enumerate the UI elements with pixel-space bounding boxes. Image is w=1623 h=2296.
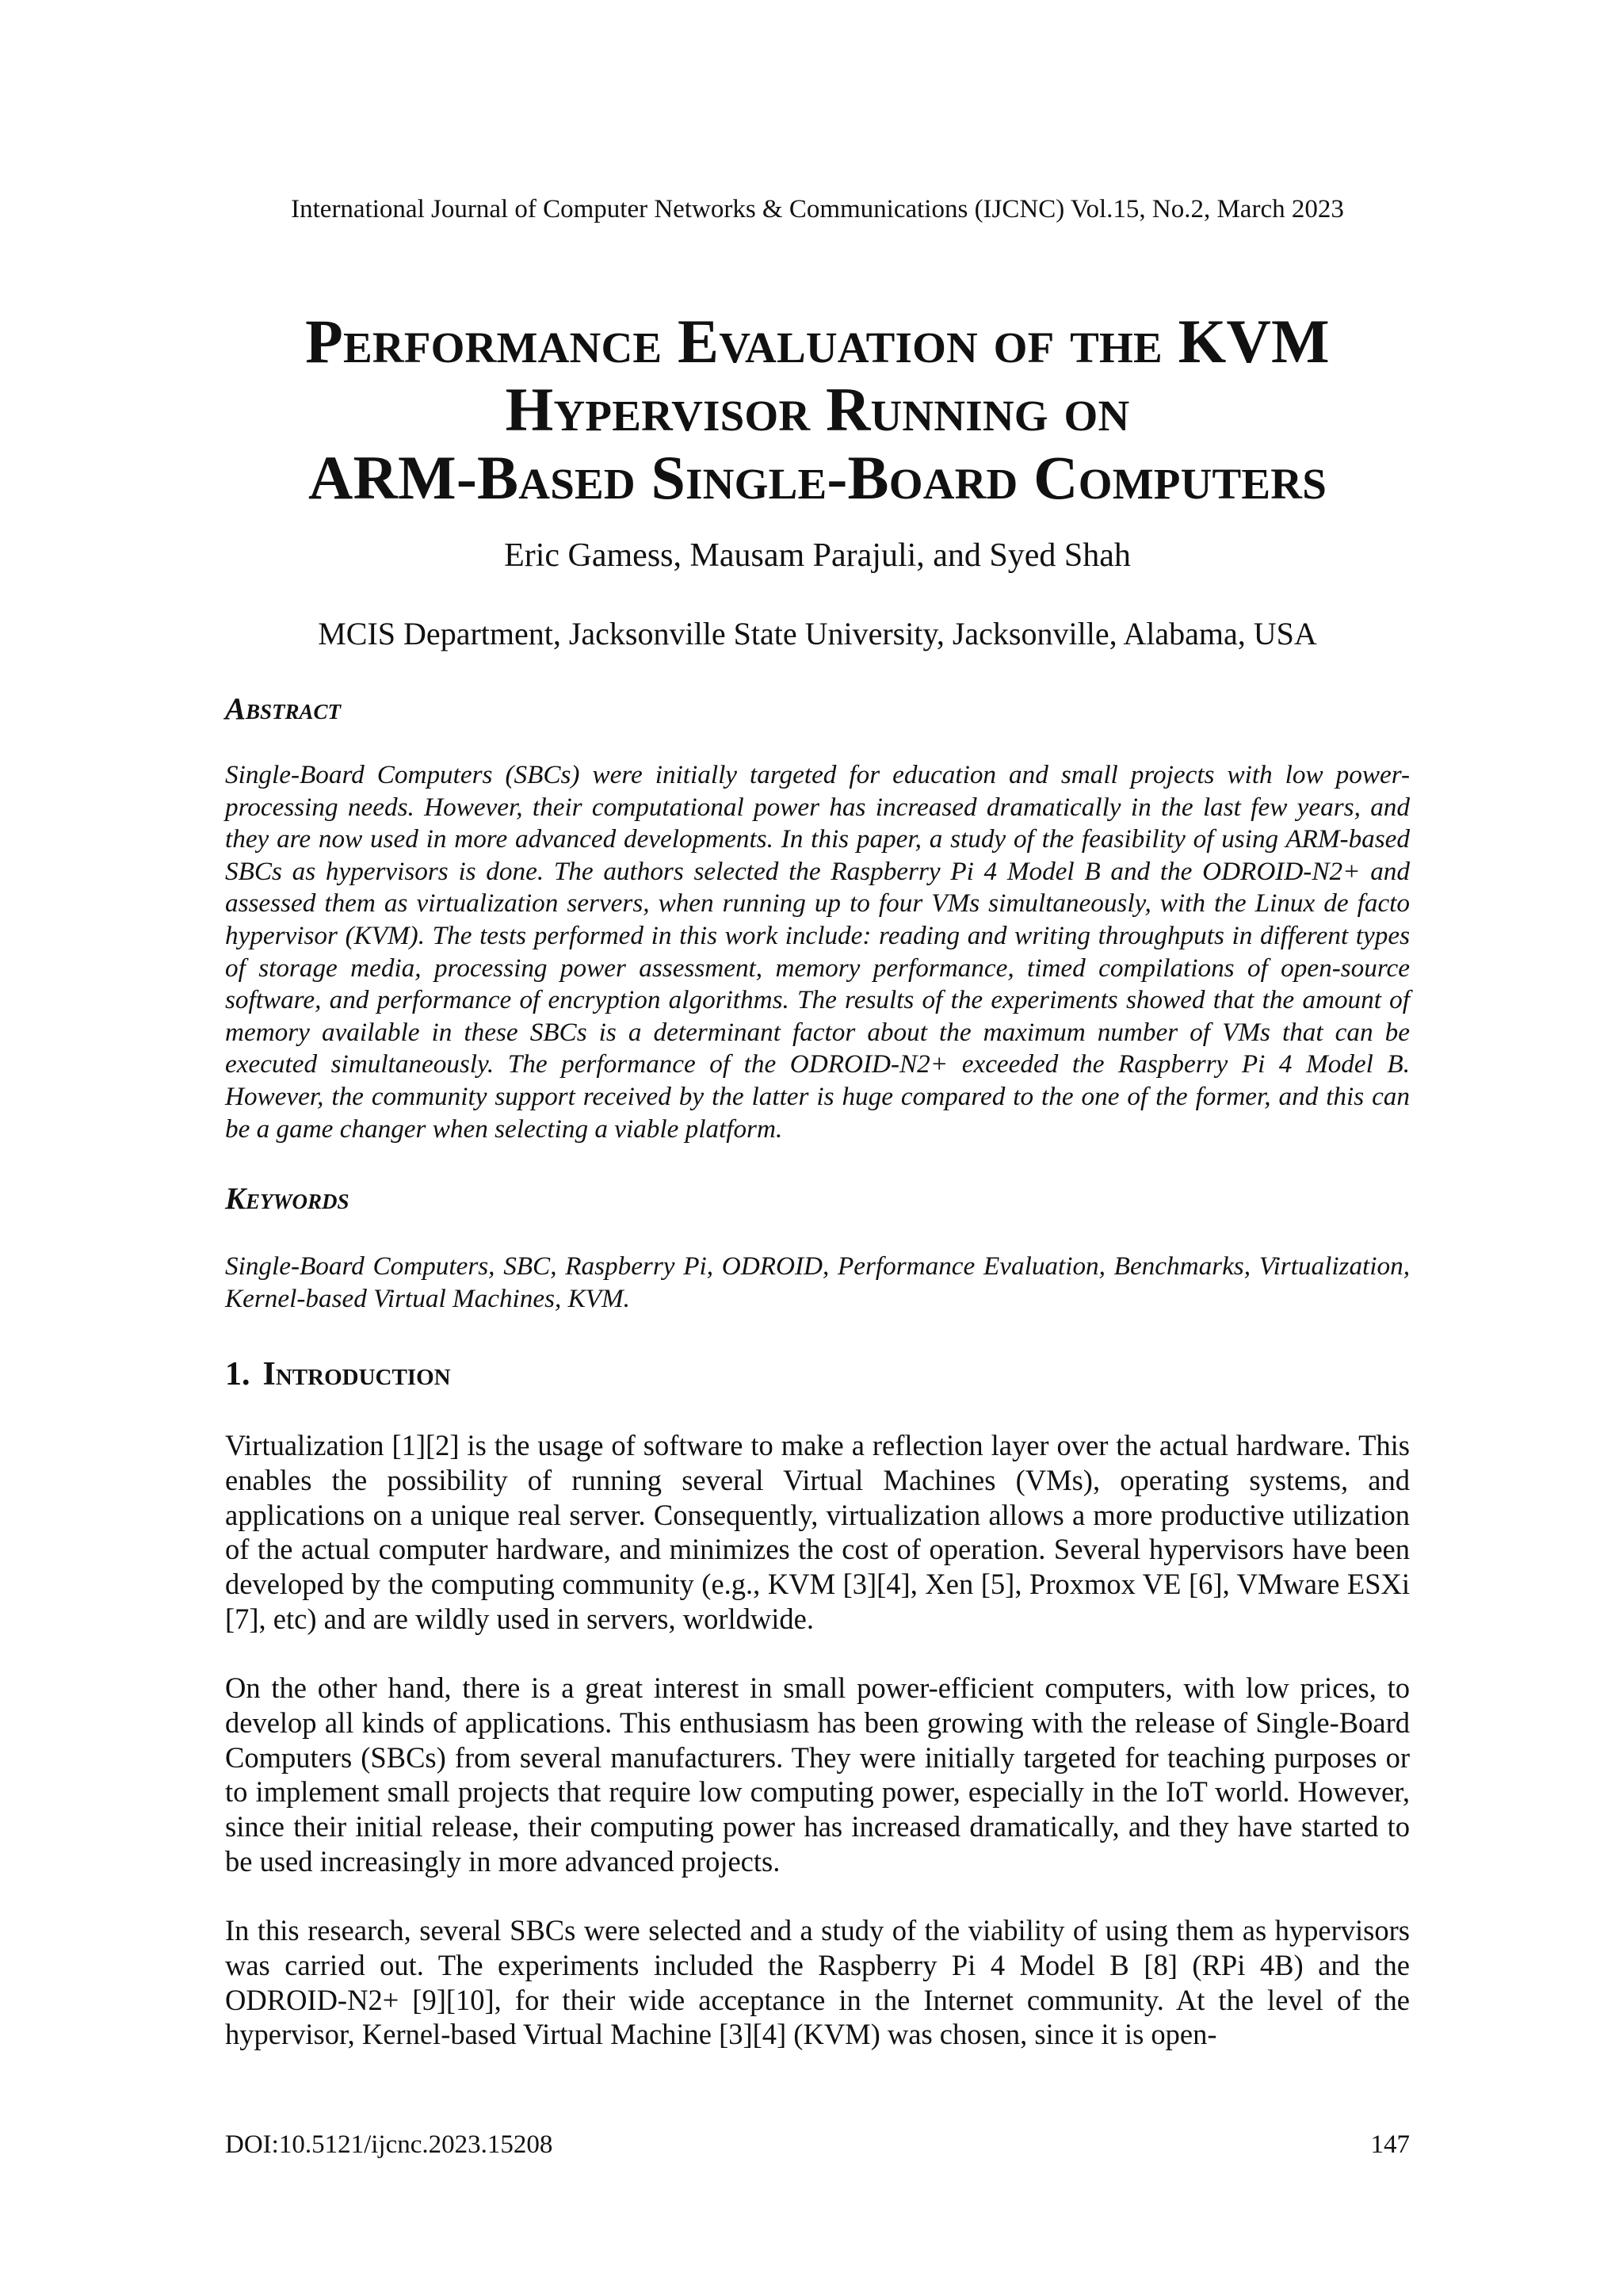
paper-title-line-3: ARM-Based Single-Board Computers (308, 443, 1327, 512)
paper-page (225, 0, 1410, 2296)
author-list: Eric Gamess, Mausam Parajuli, and Syed Shah (504, 537, 1131, 574)
doi-footer: DOI:10.5121/ijcnc.2023.15208 (225, 2130, 553, 2159)
paper-title (225, 308, 1410, 512)
journal-header: International Journal of Computer Networks & Communications (IJCNC) Vol.15, No.2, March 2023 (291, 195, 1344, 223)
page-number: 147 (1370, 2130, 1410, 2159)
introduction-paragraph-1: Virtualization [1][2] is the usage of software to make a reflection layer over the actual hardware. This enables the possibility of running several Virtual Machines (VMs), operating systems, and applications on a unique real server. Consequently, virtualization allows a more productive utilization of the actual computer hardware, and minimizes the cost of operation. Several hypervisors have been developed by the computing community (e.g., KVM [3][4], Xen [5], Proxmox VE [6], VMware ESXi [7], etc) and are wildly used in servers, worldwide. (225, 1429, 1410, 1635)
abstract-heading: Abstract (225, 692, 342, 726)
abstract-text: Single-Board Computers (SBCs) were initially targeted for education and small projects with low power-processing needs. However, their computational power has increased dramatically in the last few years, and they are now used in more advanced developments. In this paper, a study of the feasibility of using ARM-based SBCs as hypervisors is done. The authors selected the Raspberry Pi 4 Model B and the ODROID-N2+ and assessed them as virtualization servers, when running up to four VMs simultaneously, with the Linux de facto hypervisor (KVM). The tests performed in this work include: reading and writing throughputs in different types of storage media, processing power assessment, memory performance, timed compilations of open-source software, and performance of encryption algorithms. The results of the experiments showed that the amount of memory available in these SBCs is a determinant factor about the maximum number of VMs that can be executed simultaneously. The performance of the ODROID-N2+ exceeded the Raspberry Pi 4 Model B. However, the community support received by the latter is huge compared to the one of the former, and this can be a game changer when selecting a viable platform. (225, 760, 1410, 1144)
section-number: 1. (225, 1356, 250, 1392)
author-affiliation: MCIS Department, Jacksonville State University, Jacksonville, Alabama, USA (318, 616, 1317, 651)
keywords-text: Single-Board Computers, SBC, Raspberry Pi, ODROID, Performance Evaluation, Benchmarks, Virtualization, Kernel-based Virtual Machines, KVM. (225, 1251, 1410, 1313)
keywords-heading: Keywords (225, 1182, 349, 1216)
section-title: Introduction (262, 1356, 451, 1392)
paper-title-line-1: Performance Evaluation of the KVM (305, 307, 1330, 376)
introduction-paragraph-2: On the other hand, there is a great interest in small power-efficient computers, with low prices, to develop all kinds of applications. This enthusiasm has been growing with the release of Single-Board Computers (SBCs) from several manufacturers. They were initially targeted for teaching purposes or to implement small projects that require low computing power, especially in the IoT world. However, since their initial release, their computing power has increased dramatically, and they have started to be used increasingly in more advanced projects. (225, 1671, 1410, 1878)
introduction-paragraph-3: In this research, several SBCs were selected and a study of the viability of using them as hypervisors was carried out. The experiments included the Raspberry Pi 4 Model B [8] (RPi 4B) and the ODROID-N2+ [9][10], for their wide acceptance in the Internet community. At the level of the hypervisor, Kernel-based Virtual Machine [3][4] (KVM) was chosen, since it is open- (225, 1914, 1410, 2051)
introduction-heading (225, 1355, 451, 1393)
paper-title-line-2: Hypervisor Running on (505, 375, 1130, 444)
